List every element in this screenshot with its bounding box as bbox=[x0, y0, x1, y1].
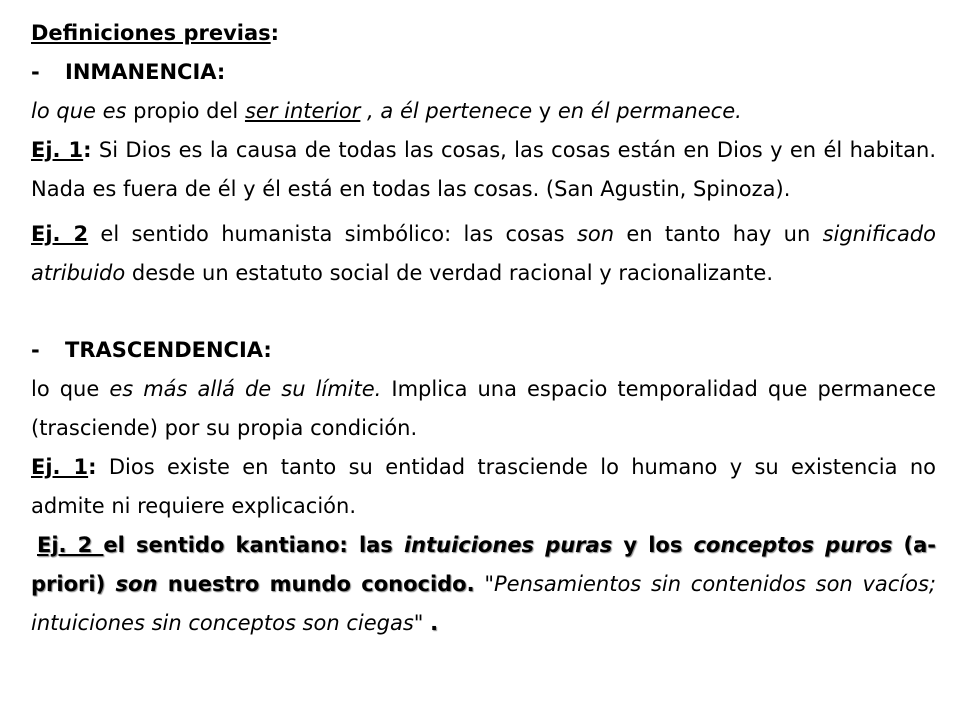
kant-quote: Pensamientos sin contenidos son vacíos; intuiciones sin conceptos son ciegas bbox=[31, 572, 936, 635]
def-part: lo que es bbox=[31, 99, 127, 123]
example-text: desde un estatuto social de verdad racional y racionalizante. bbox=[125, 261, 774, 285]
example-label: Ej. 1 bbox=[31, 138, 84, 162]
def-part: y bbox=[532, 99, 558, 123]
example-label: Ej. 2 bbox=[37, 533, 104, 557]
immanence-dash: - bbox=[31, 60, 40, 84]
transcendence-dash: - bbox=[31, 338, 40, 362]
def-part: ser interior bbox=[244, 99, 361, 123]
example-text: son bbox=[576, 222, 615, 246]
example-text: . bbox=[430, 611, 439, 635]
def-part: es más allá de su límite. bbox=[109, 377, 382, 401]
example-text: son bbox=[115, 572, 158, 596]
transcendence-definition bbox=[31, 370, 936, 448]
transcendence-example-2 bbox=[31, 526, 936, 643]
title-colon: : bbox=[270, 21, 280, 45]
quote-mark: " bbox=[413, 611, 431, 635]
example-text: conceptos puros bbox=[693, 533, 893, 557]
example-colon: : bbox=[88, 455, 97, 479]
def-part: propio del bbox=[126, 99, 245, 123]
def-part: lo que bbox=[31, 377, 110, 401]
def-part: en él permanece. bbox=[557, 99, 742, 123]
example-text: y los bbox=[612, 533, 694, 557]
example-label: Ej. 1 bbox=[31, 455, 89, 479]
immanence-heading-text: INMANENCIA: bbox=[65, 60, 226, 84]
example-text: el sentido humanista simbólico: las cosas bbox=[88, 222, 577, 246]
immanence-heading bbox=[31, 53, 936, 92]
example-text: (a-priori) bbox=[31, 533, 937, 596]
example-text: Si Dios es la causa de todas las cosas, las cosas están en Dios y en él habitan. Nada es fuera de él y él está en todas las cosas. (San Agustin, Spinoza). bbox=[31, 138, 936, 201]
title-text: Definiciones previas bbox=[31, 21, 271, 45]
immanence-definition bbox=[31, 92, 936, 131]
def-part: Implica una espacio temporalidad que permanece (trasciende) por su propia condición. bbox=[31, 377, 936, 440]
def-part: , a él bbox=[360, 99, 426, 123]
example-text: en tanto hay un bbox=[614, 222, 823, 246]
quote-mark: " bbox=[474, 572, 494, 596]
def-part: pertenece bbox=[425, 99, 533, 123]
example-text: el sentido kantiano: las bbox=[103, 533, 404, 557]
example-colon: : bbox=[83, 138, 92, 162]
immanence-example-1 bbox=[31, 131, 936, 209]
example-label: Ej. 2 bbox=[31, 222, 89, 246]
title bbox=[31, 14, 936, 53]
transcendence-example-1 bbox=[31, 448, 936, 526]
immanence-example-2 bbox=[31, 215, 936, 293]
example-text: nuestro mundo conocido. bbox=[157, 572, 475, 596]
example-text: significado atribuido bbox=[31, 222, 936, 285]
example-text: intuiciones puras bbox=[403, 533, 613, 557]
example-text: Dios existe en tanto su entidad trasciende lo humano y su existencia no admite ni requiere explicación. bbox=[31, 455, 936, 518]
transcendence-heading bbox=[31, 331, 936, 370]
transcendence-heading-text: TRASCENDENCIA: bbox=[65, 338, 272, 362]
